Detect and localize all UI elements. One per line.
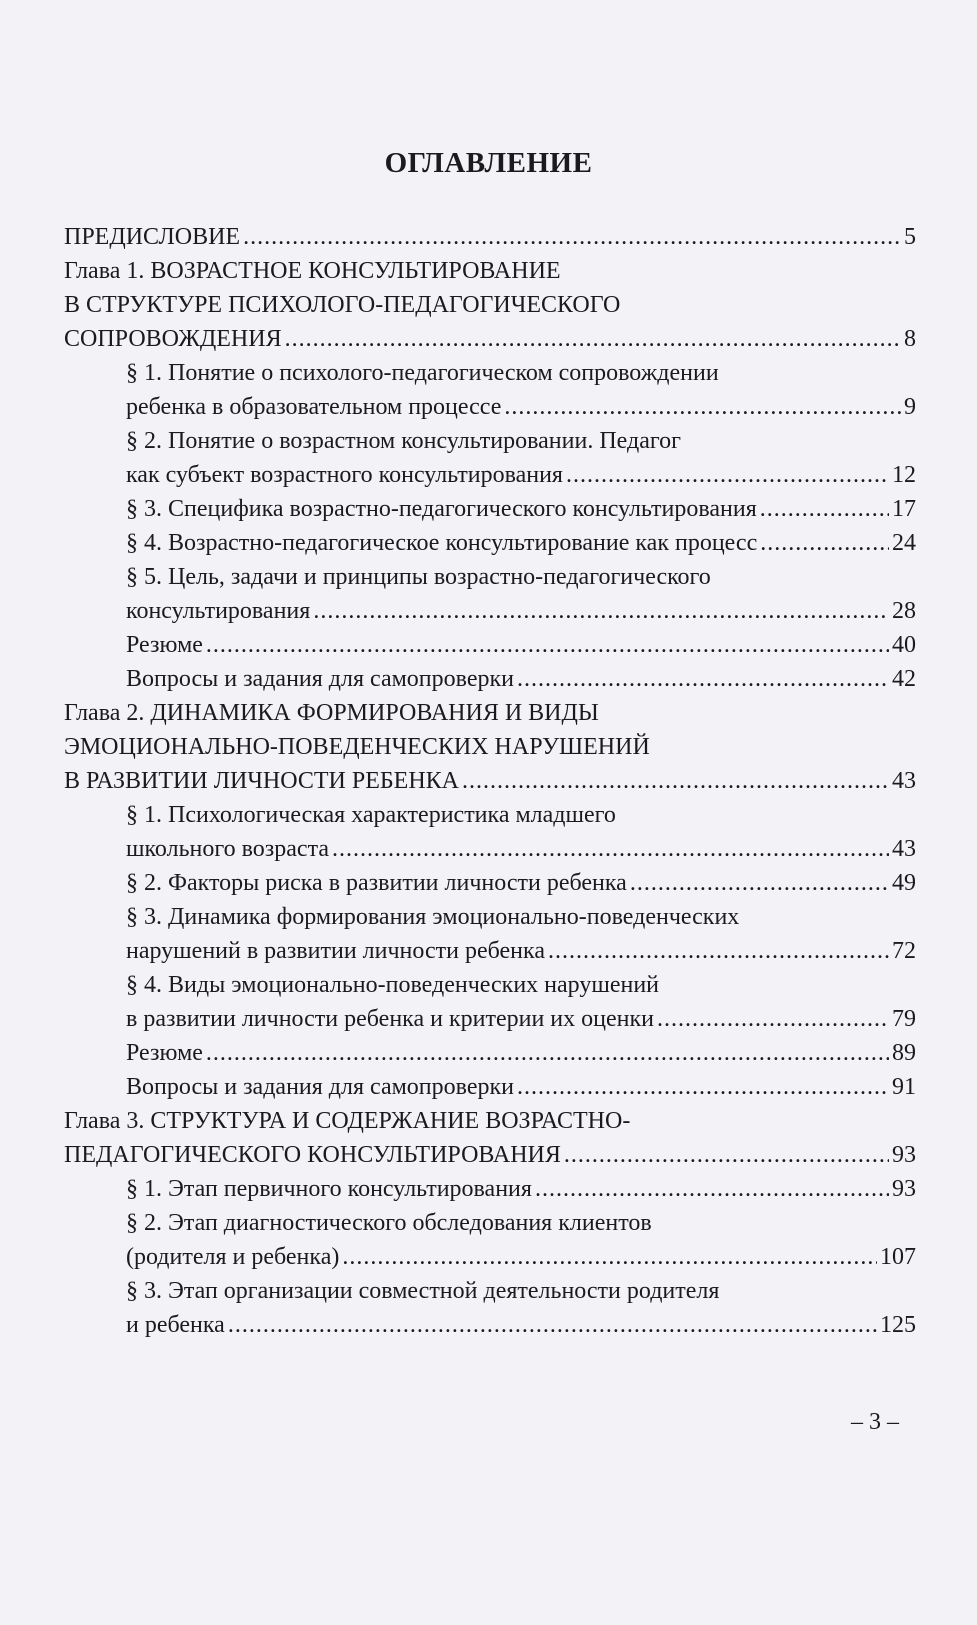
toc-entry-line: Резюме	[126, 1040, 203, 1066]
toc-entry-line: § 1. Понятие о психолого-педагогическом сопровождении	[126, 360, 719, 386]
dot-leader	[566, 458, 889, 492]
toc-section-entry	[64, 526, 916, 560]
toc-page-number: 28	[892, 598, 916, 624]
dot-leader	[206, 1036, 889, 1070]
toc-entry-line: § 5. Цель, задачи и принципы возрастно-педагогического	[126, 564, 711, 590]
toc-entry-last-line	[126, 1240, 916, 1274]
toc-entry-last-line	[126, 526, 916, 560]
toc-entry-last-line	[64, 322, 916, 356]
toc-entry-line: ЭМОЦИОНАЛЬНО-ПОВЕДЕНЧЕСКИХ НАРУШЕНИЙ	[64, 734, 650, 760]
toc-page-number: 72	[892, 938, 916, 964]
toc-entry-last-line	[126, 1070, 916, 1104]
dot-leader	[462, 764, 889, 798]
dot-leader	[517, 1070, 889, 1104]
dot-leader	[332, 832, 889, 866]
toc-entry-line: как субъект возрастного консультирования	[126, 462, 563, 488]
toc-entry-last-line	[126, 594, 916, 628]
toc-entry-line: § 4. Возрастно-педагогическое консультирование как процесс	[126, 530, 758, 556]
toc-page-number: 93	[892, 1176, 916, 1202]
toc-page-number: 40	[892, 632, 916, 658]
toc-page-number: 89	[892, 1040, 916, 1066]
toc-entry-last-line	[126, 628, 916, 662]
toc-entry-line: ПЕДАГОГИЧЕСКОГО КОНСУЛЬТИРОВАНИЯ	[64, 1142, 561, 1168]
toc-entry-last-line	[126, 390, 916, 424]
toc-entry-line: ПРЕДИСЛОВИЕ	[64, 224, 241, 250]
toc-entry-last-line	[126, 866, 916, 900]
toc-section-entry	[64, 628, 916, 662]
dot-leader	[243, 220, 901, 254]
toc-entry-last-line	[126, 1172, 916, 1206]
toc-section-entry	[64, 1274, 916, 1342]
toc-page-number: 79	[892, 1006, 916, 1032]
dot-leader	[228, 1308, 877, 1342]
toc-section-entry	[64, 560, 916, 628]
toc-page-number: 8	[904, 326, 916, 352]
dot-leader	[657, 1002, 889, 1036]
dot-leader	[285, 322, 901, 356]
toc-entry-line: консультирования	[126, 598, 311, 624]
toc-entry-last-line	[64, 1138, 916, 1172]
toc-entry-line: В РАЗВИТИИ ЛИЧНОСТИ РЕБЕНКА	[64, 768, 459, 794]
toc-entry-last-line	[126, 458, 916, 492]
toc-entry-last-line	[64, 220, 916, 254]
toc-entry-last-line	[126, 1002, 916, 1036]
toc-entry-last-line	[126, 832, 916, 866]
toc-entry-line: § 4. Виды эмоционально-поведенческих нарушений	[126, 972, 660, 998]
toc-section-entry	[64, 798, 916, 866]
toc-page-number: 107	[880, 1244, 916, 1270]
toc-entry-last-line	[126, 1036, 916, 1070]
toc-entry-line: в развитии личности ребенка и критерии их оценки	[126, 1006, 654, 1032]
toc-entry-line: Вопросы и задания для самопроверки	[126, 1074, 514, 1100]
toc-section-entry	[64, 492, 916, 526]
dot-leader	[504, 390, 901, 424]
toc-entry-line: Глава 3. СТРУКТУРА И СОДЕРЖАНИЕ ВОЗРАСТНО-	[64, 1108, 631, 1134]
dot-leader	[206, 628, 889, 662]
toc-entry-last-line	[126, 662, 916, 696]
toc-entry-line: Вопросы и задания для самопроверки	[126, 666, 514, 692]
toc-page-number: 42	[892, 666, 916, 692]
toc-page-number: 93	[892, 1142, 916, 1168]
toc-section-entry	[64, 1070, 916, 1104]
toc-page-number: 12	[892, 462, 916, 488]
toc-chapter-entry	[64, 696, 916, 798]
toc-page-number: 24	[892, 530, 916, 556]
toc-section-entry	[64, 424, 916, 492]
toc-page-number: 125	[880, 1312, 916, 1338]
toc-section-entry	[64, 1036, 916, 1070]
toc-section-entry	[64, 1172, 916, 1206]
toc-section-entry	[64, 968, 916, 1036]
toc-chapter-entry	[64, 254, 916, 356]
toc-entry-line: СОПРОВОЖДЕНИЯ	[64, 326, 282, 352]
dot-leader	[760, 526, 889, 560]
toc-entry-line: нарушений в развитии личности ребенка	[126, 938, 545, 964]
dot-leader	[564, 1138, 889, 1172]
toc-section-entry	[64, 900, 916, 968]
toc-list	[64, 220, 916, 1342]
dot-leader	[517, 662, 889, 696]
toc-entry-line: (родителя и ребенка)	[126, 1244, 340, 1270]
dot-leader	[342, 1240, 877, 1274]
toc-entry-line: Глава 2. ДИНАМИКА ФОРМИРОВАНИЯ И ВИДЫ	[64, 700, 599, 726]
toc-title: ОГЛАВЛЕНИЕ	[384, 147, 593, 179]
toc-page-number: 43	[892, 768, 916, 794]
page-number: – 3 –	[851, 1409, 899, 1435]
toc-entry-line: § 2. Этап диагностического обследования клиентов	[126, 1210, 652, 1236]
toc-entry-line: § 3. Специфика возрастно-педагогического консультирования	[126, 496, 757, 522]
toc-entry-line: § 2. Понятие о возрастном консультировании. Педагог	[126, 428, 681, 454]
toc-entry-last-line	[126, 1308, 916, 1342]
toc-entry-last-line	[64, 764, 916, 798]
toc-page-number: 5	[904, 224, 916, 250]
toc-entry-line: § 1. Психологическая характеристика младшего	[126, 802, 616, 828]
toc-section-entry	[64, 356, 916, 424]
toc-entry-line: § 3. Динамика формирования эмоционально-поведенческих	[126, 904, 740, 930]
toc-chapter-entry	[64, 220, 916, 254]
dot-leader	[535, 1172, 889, 1206]
toc-entry-last-line	[126, 492, 916, 526]
toc-entry-line: Глава 1. ВОЗРАСТНОЕ КОНСУЛЬТИРОВАНИЕ	[64, 258, 561, 284]
toc-chapter-entry	[64, 1104, 916, 1172]
toc-entry-line: школьного возраста	[126, 836, 330, 862]
dot-leader	[548, 934, 889, 968]
toc-section-entry	[64, 662, 916, 696]
toc-entry-line: Резюме	[126, 632, 203, 658]
toc-section-entry	[64, 1206, 916, 1274]
toc-entry-line: и ребенка	[126, 1312, 225, 1338]
dot-leader	[630, 866, 889, 900]
toc-page-number: 9	[904, 394, 916, 420]
dot-leader	[313, 594, 889, 628]
toc-entry-line: § 3. Этап организации совместной деятельности родителя	[126, 1278, 720, 1304]
toc-entry-line: § 1. Этап первичного консультирования	[126, 1176, 532, 1202]
toc-page-number: 43	[892, 836, 916, 862]
toc-section-entry	[64, 866, 916, 900]
toc-page-number: 49	[892, 870, 916, 896]
toc-entry-line: В СТРУКТУРЕ ПСИХОЛОГО-ПЕДАГОГИЧЕСКОГО	[64, 292, 621, 318]
toc-entry-line: § 2. Факторы риска в развитии личности ребенка	[126, 870, 627, 896]
toc-page-number: 17	[892, 496, 916, 522]
dot-leader	[760, 492, 889, 526]
toc-page-number: 91	[892, 1074, 916, 1100]
toc-entry-last-line	[126, 934, 916, 968]
toc-entry-line: ребенка в образовательном процессе	[126, 394, 502, 420]
